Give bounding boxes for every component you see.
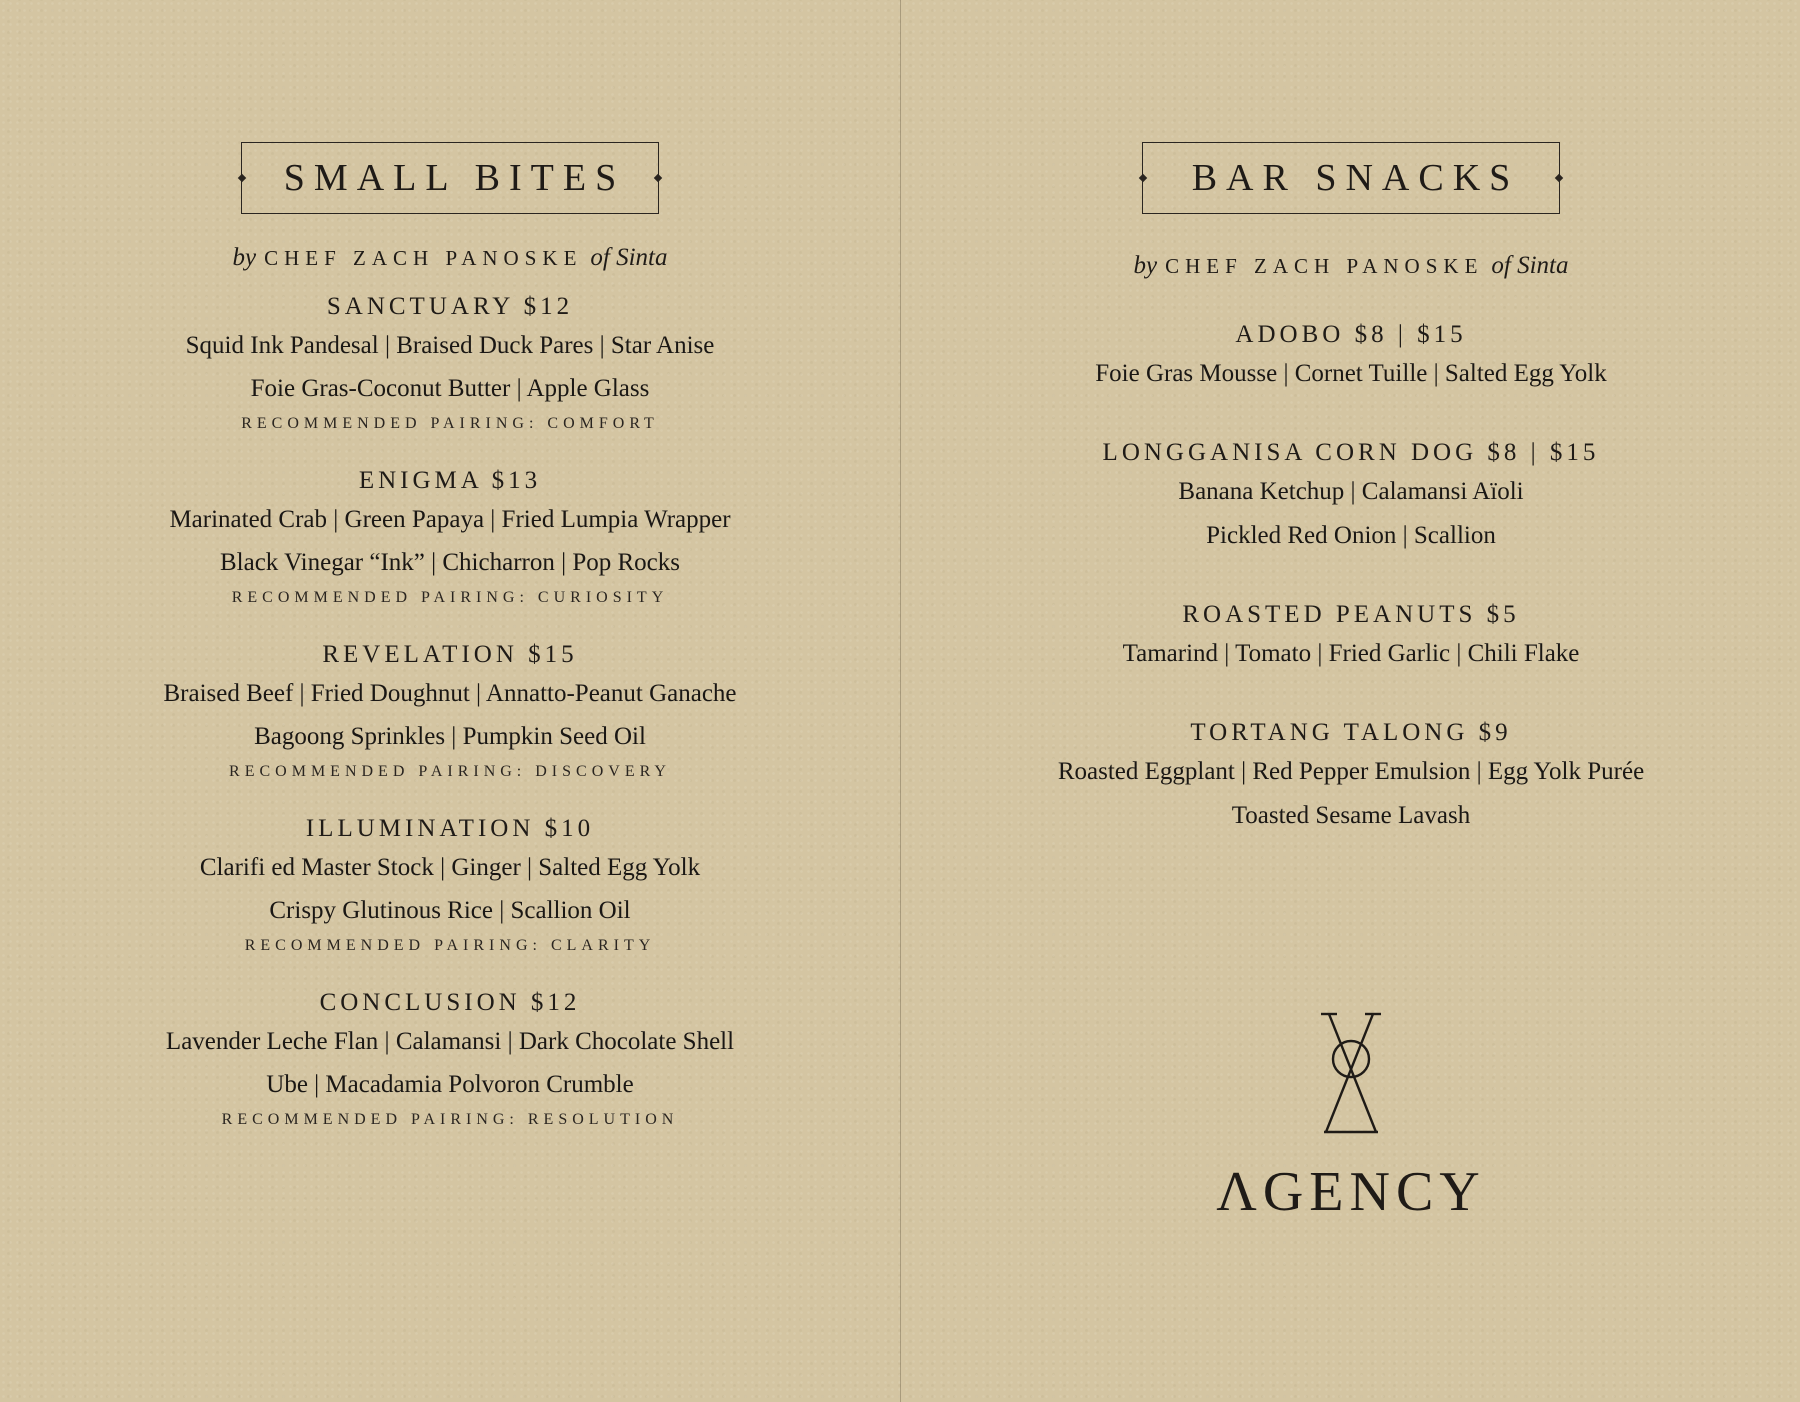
byline-of: of Sinta [590,244,668,271]
agency-monogram-icon [1315,1008,1387,1138]
byline-chef: CHEF ZACH PANOSKE [264,246,583,270]
menu-item-name: TORTANG TALONG $9 [1190,719,1512,746]
menu-item-description: Bagoong Sprinkles | Pumpkin Seed Oil [254,723,646,750]
menu-item [0,638,900,786]
menu-item-pairing: RECOMMENDED PAIRING: DISCOVERY [229,763,671,780]
menu-item [901,598,1800,676]
menu-item-pairing: RECOMMENDED PAIRING: CURIOSITY [231,589,669,606]
menu-item [901,318,1800,396]
menu-item-description: Braised Beef | Fried Doughnut | Annatto-Peanut Ganache [163,680,737,707]
menu-item-description: Black Vinegar “Ink” | Chicharron | Pop Rocks [219,549,681,576]
small-bites-column [0,142,900,1134]
menu-item-description: Crispy Glutinous Rice | Scallion Oil [269,897,631,924]
menu-item-description: Clarifi ed Master Stock | Ginger | Salted Egg Yolk [199,854,701,881]
menu-item-description: Tamarind | Tomato | Fried Garlic | Chili Flake [1122,640,1580,667]
byline-of: of Sinta [1491,252,1569,279]
menu-item-name: SANCTUARY $12 [326,293,574,320]
bar-snacks-page [901,0,1800,1402]
menu-item-name: LONGGANISA CORN DOG $8 | $15 [1102,439,1600,466]
menu-item-description: Marinated Crab | Green Papaya | Fried Lumpia Wrapper [169,506,731,533]
menu-item-name: ILLUMINATION $10 [305,815,595,842]
menu-item-name: REVELATION $15 [322,641,578,668]
menu-item-description: Pickled Red Onion | Scallion [1206,522,1496,549]
menu-item-description: Banana Ketchup | Calamansi Aïoli [1178,478,1524,505]
chef-byline [901,252,1800,280]
menu-item-description: Foie Gras-Coconut Butter | Apple Glass [250,375,650,402]
section-title-box [1142,142,1560,214]
menu-item-pairing: RECOMMENDED PAIRING: CLARITY [244,937,656,954]
menu-item-description: Roasted Eggplant | Red Pepper Emulsion | Egg Yolk Purée [1057,758,1645,785]
agency-logo [901,1008,1800,1224]
diamond-ornament-icon [1139,174,1147,182]
diamond-ornament-icon [238,174,246,182]
byline-chef: CHEF ZACH PANOSKE [1165,254,1484,278]
menu-item-name: ENIGMA $13 [358,467,542,494]
menu-item-description: Toasted Sesame Lavash [1231,802,1471,829]
menu-item-name: ROASTED PEANUTS $5 [1182,601,1520,628]
menu-item [901,716,1800,838]
menu-item-description: Lavender Leche Flan | Calamansi | Dark Chocolate Shell [165,1028,735,1055]
agency-wordmark: ΛGENCY [1216,1161,1486,1223]
menu-item-name: ADOBO $8 | $15 [1235,321,1467,348]
byline-by: by [232,244,257,271]
menu-item-description: Squid Ink Pandesal | Braised Duck Pares | Star Anise [185,332,715,359]
menu-item [0,290,900,438]
menu-item [0,464,900,612]
bar-snacks-column [901,142,1800,838]
menu-item [0,812,900,960]
diamond-ornament-icon [654,174,662,182]
diamond-ornament-icon [1555,174,1563,182]
menu-item-description: Foie Gras Mousse | Cornet Tuille | Salted Egg Yolk [1095,360,1607,387]
section-title: BAR SNACKS [1191,157,1520,199]
section-title-box [241,142,659,214]
section-title: SMALL BITES [283,157,626,199]
menu-item-pairing: RECOMMENDED PAIRING: RESOLUTION [221,1111,679,1128]
menu-item [901,436,1800,558]
menu-item-pairing: RECOMMENDED PAIRING: COMFORT [241,415,659,432]
menu-item-name: CONCLUSION $12 [319,989,581,1016]
menu-item [0,986,900,1134]
menu-item-description: Ube | Macadamia Polvoron Crumble [266,1071,634,1098]
chef-byline [0,244,900,272]
byline-by: by [1133,252,1158,279]
